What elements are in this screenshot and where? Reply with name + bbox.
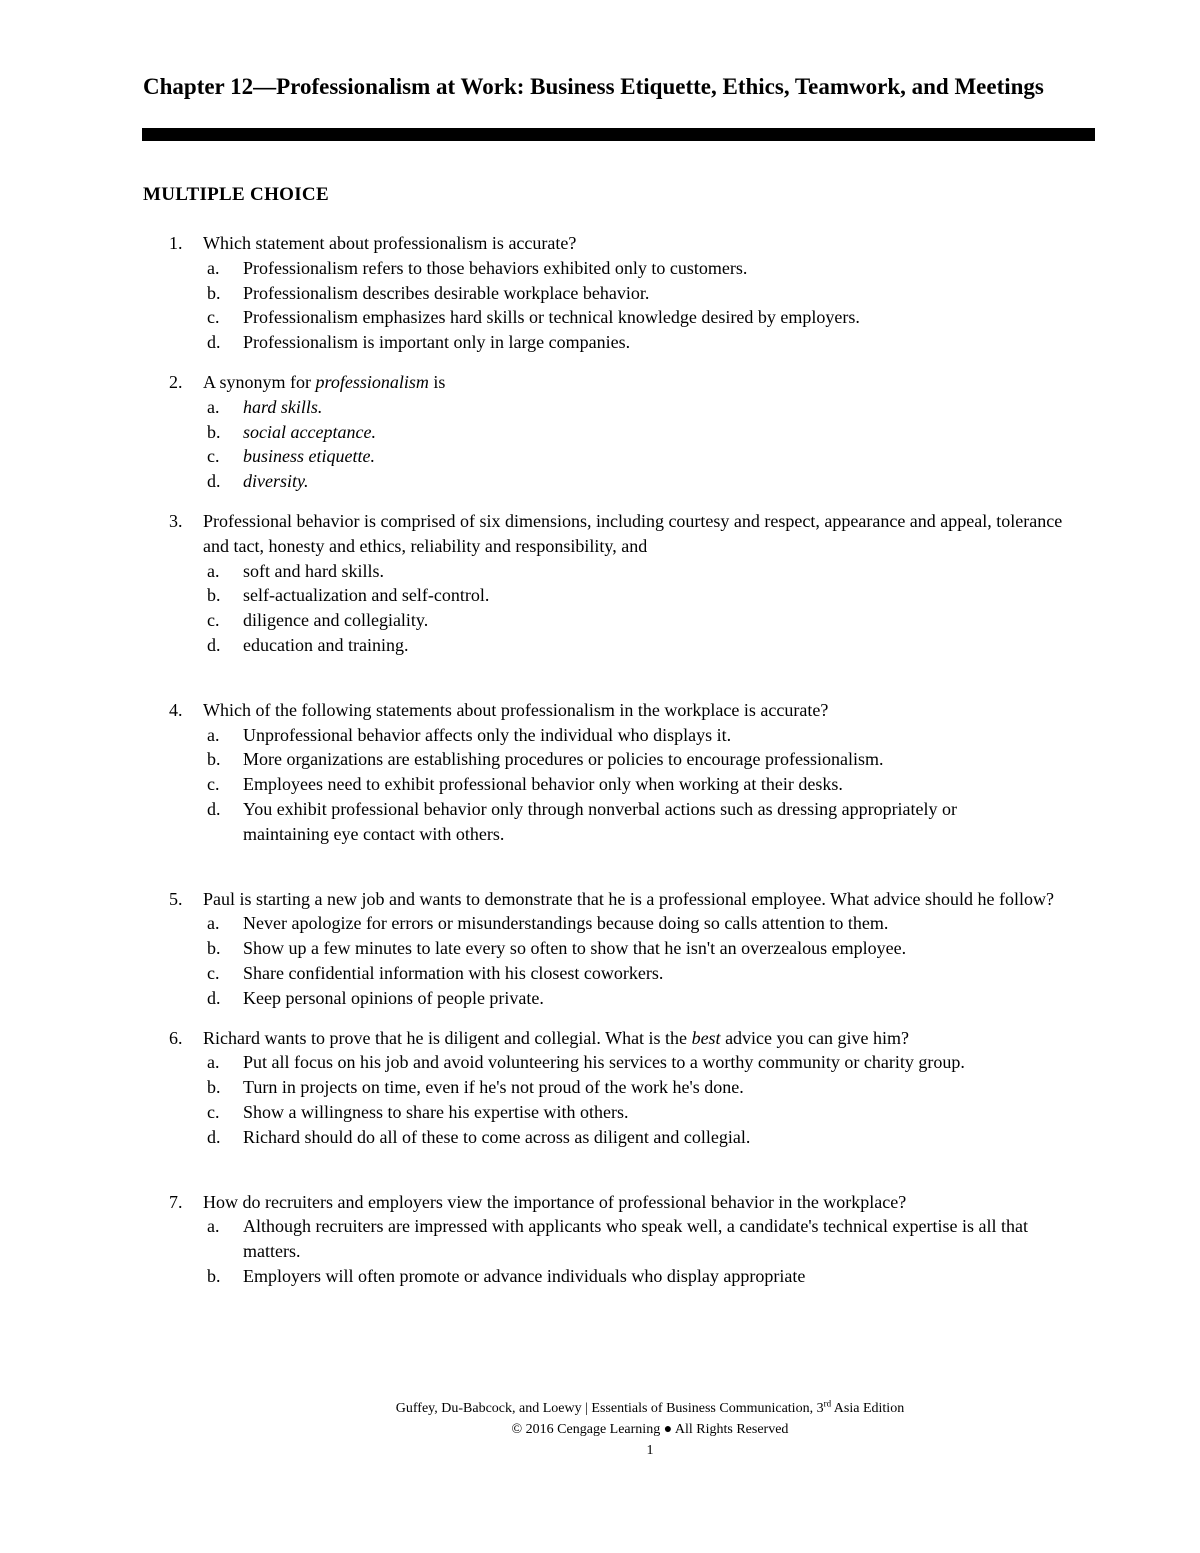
footer-superscript: rd (823, 1398, 832, 1409)
question-text: Which statement about professionalism is accurate? (203, 233, 577, 253)
question-text-part: Richard wants to prove that he is diligent and collegial. What is the (203, 1027, 692, 1048)
option-d (203, 330, 1088, 355)
option-letter: b. (207, 749, 221, 770)
question-text: Which of the following statements about professionalism in the workplace is accurate? (203, 699, 829, 720)
question-number: 6. (169, 1027, 183, 1048)
option-list (203, 395, 1088, 494)
option-letter: b. (207, 938, 221, 959)
option-text: Unprofessional behavior affects only the individual who displays it. (243, 724, 732, 745)
option-text: hard skills. (243, 396, 323, 417)
question-text-part: advice you can give him? (720, 1027, 909, 1048)
option-letter: a. (207, 396, 220, 417)
option-c (203, 1100, 1088, 1125)
question-text (203, 370, 1088, 395)
question-number: 2. (169, 371, 183, 392)
option-list (203, 1050, 1088, 1149)
question-number: 3. (169, 510, 183, 531)
option-text: Professionalism describes desirable workplace behavior. (243, 282, 650, 303)
option-text: Employers will often promote or advance individuals who display appropriate (243, 1265, 806, 1286)
option-letter: d. (207, 634, 221, 655)
option-list (203, 723, 1088, 847)
option-text: Keep personal opinions of people private. (243, 987, 544, 1008)
question-4 (143, 698, 1088, 847)
page-footer (300, 1398, 1000, 1461)
option-text: Put all focus on his job and avoid volunteering his services to a worthy community or charity group. (243, 1052, 965, 1073)
option-text: diligence and collegiality. (243, 610, 429, 631)
option-letter: d. (207, 1126, 221, 1147)
option-letter: d. (207, 987, 221, 1008)
option-text: business etiquette. (243, 446, 375, 467)
question-number: 7. (169, 1191, 183, 1212)
option-text: Professionalism emphasizes hard skills or technical knowledge desired by employers. (243, 307, 860, 328)
option-a (203, 559, 1088, 584)
footer-citation (300, 1398, 1000, 1419)
question-text: Paul is starting a new job and wants to demonstrate that he is a professional employee. What advice should he follow? (203, 888, 1054, 909)
question-list (143, 231, 1088, 1289)
option-text: Richard should do all of these to come across as diligent and collegial. (243, 1126, 751, 1147)
option-b (203, 420, 1088, 445)
question-text-part: A synonym for (203, 371, 316, 392)
question-3 (143, 509, 1088, 658)
question-number: 4. (169, 699, 183, 720)
option-letter: b. (207, 1077, 221, 1098)
option-text: social acceptance. (243, 421, 376, 442)
option-text: Show up a few minutes to late every so often to show that he isn't an overzealous employee. (243, 938, 907, 959)
option-d (203, 986, 1088, 1011)
question-6 (143, 1026, 1088, 1150)
option-b (203, 936, 978, 961)
option-b (203, 583, 1088, 608)
option-letter: c. (207, 610, 220, 631)
question-1 (143, 231, 1088, 355)
question-text: How do recruiters and employers view the importance of professional behavior in the workplace? (203, 1191, 907, 1212)
option-c (203, 608, 1088, 633)
option-letter: b. (207, 585, 221, 606)
question-7 (143, 1190, 1088, 1289)
option-text: Turn in projects on time, even if he's not proud of the work he's done. (243, 1077, 744, 1098)
footer-citation-text: Guffey, Du-Babcock, and Loewy | Essentials of Business Communication, 3 (395, 1401, 824, 1416)
title-rule (142, 128, 1095, 141)
chapter-title: Chapter 12—Professionalism at Work: Business Etiquette, Ethics, Teamwork, and Meetings (143, 74, 1044, 99)
option-list (203, 256, 1088, 355)
option-letter: c. (207, 1101, 220, 1122)
footer-citation-text: Asia Edition (831, 1401, 905, 1416)
option-b (203, 1075, 1088, 1100)
option-letter: c. (207, 307, 220, 328)
option-b (203, 281, 1088, 306)
section-heading: MULTIPLE CHOICE (143, 184, 329, 205)
option-d (203, 633, 1088, 658)
option-letter: b. (207, 1265, 221, 1286)
option-letter: a. (207, 724, 220, 745)
option-text: soft and hard skills. (243, 560, 384, 581)
option-text: Never apologize for errors or misunderstandings because doing so calls attention to them. (243, 913, 889, 934)
question-text (203, 1026, 1088, 1051)
option-letter: c. (207, 962, 220, 983)
option-d (203, 469, 1088, 494)
option-letter: a. (207, 913, 220, 934)
option-text: More organizations are establishing procedures or policies to encourage professionalism. (243, 749, 884, 770)
option-a (203, 1050, 1023, 1075)
option-c (203, 305, 1088, 330)
option-text: Professionalism is important only in large companies. (243, 332, 631, 353)
option-a (203, 395, 1088, 420)
option-letter: d. (207, 332, 221, 353)
option-letter: a. (207, 560, 220, 581)
option-letter: b. (207, 421, 221, 442)
option-letter: a. (207, 1216, 220, 1237)
option-letter: a. (207, 257, 220, 278)
option-c (203, 444, 1088, 469)
option-a (203, 911, 1088, 936)
option-d (203, 1125, 1088, 1150)
option-list (203, 911, 1088, 1010)
question-emphasis: best (691, 1027, 721, 1048)
option-text: Share confidential information with his closest coworkers. (243, 962, 664, 983)
option-text: self-actualization and self-control. (243, 585, 490, 606)
option-text: You exhibit professional behavior only through nonverbal actions such as dressing appropriately or maintaining eye contact with others. (243, 798, 958, 844)
question-text: Professional behavior is comprised of six dimensions, including courtesy and respect, appearance and appeal, tolerance and tact, honesty and ethics, reliability and responsibility, and (203, 510, 1063, 556)
option-text: diversity. (243, 471, 309, 492)
option-a (203, 256, 1088, 281)
option-c (203, 772, 1088, 797)
question-5 (143, 887, 1088, 1011)
option-letter: c. (207, 446, 220, 467)
option-letter: d. (207, 798, 221, 819)
option-a (203, 1214, 1063, 1264)
question-emphasis: professionalism (315, 371, 429, 392)
question-number: 1. (169, 233, 183, 253)
option-list (203, 1214, 1088, 1288)
option-b (203, 747, 1088, 772)
option-text: Show a willingness to share his expertise with others. (243, 1101, 629, 1122)
question-text-part: is (428, 371, 446, 392)
option-list (203, 559, 1088, 658)
option-letter: c. (207, 774, 220, 795)
option-c (203, 961, 1088, 986)
option-d (203, 797, 978, 847)
option-text: Although recruiters are impressed with applicants who speak well, a candidate's technical expertise is all that matters. (243, 1216, 1028, 1262)
option-a (203, 723, 1088, 748)
option-text: education and training. (243, 634, 409, 655)
option-b (203, 1264, 1088, 1289)
question-number: 5. (169, 888, 183, 909)
page-number: 1 (646, 1443, 654, 1458)
option-text: Professionalism refers to those behaviors exhibited only to customers. (243, 257, 748, 278)
option-text: Employees need to exhibit professional behavior only when working at their desks. (243, 774, 843, 795)
question-2 (143, 370, 1088, 494)
option-letter: d. (207, 471, 221, 492)
option-letter: a. (207, 1052, 220, 1073)
option-letter: b. (207, 282, 221, 303)
footer-copyright: © 2016 Cengage Learning ● All Rights Reserved (511, 1422, 789, 1437)
